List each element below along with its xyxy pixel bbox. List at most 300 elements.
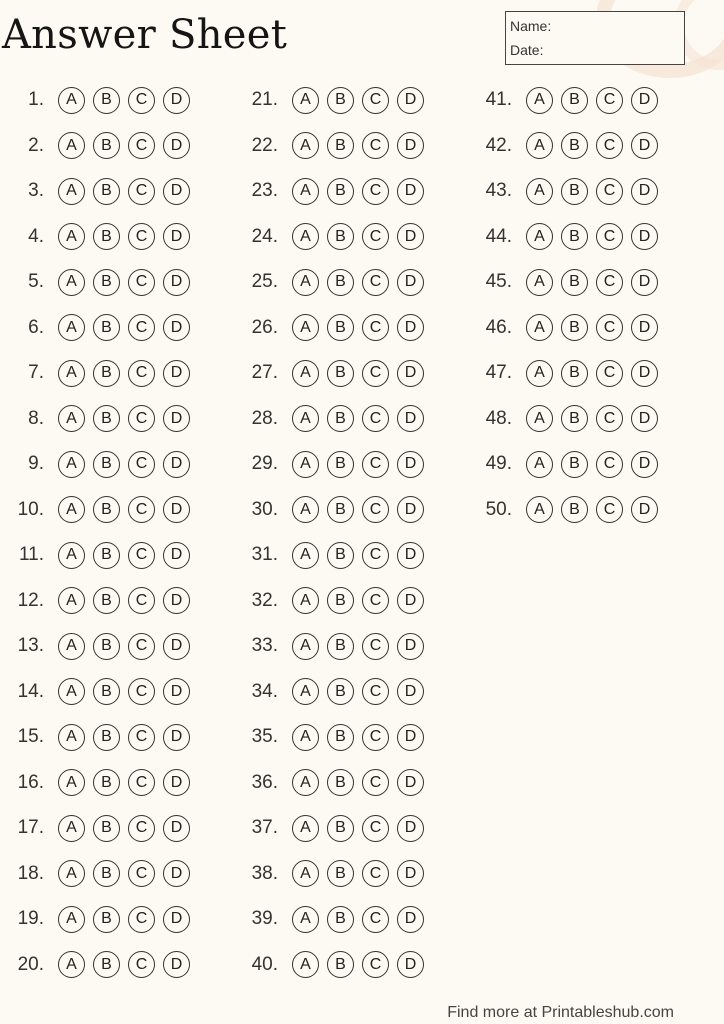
answer-bubble-c[interactable]: C — [128, 496, 155, 523]
answer-bubble-b[interactable]: B — [327, 951, 354, 978]
question-number: 19. — [17, 908, 44, 929]
answer-bubble-b[interactable]: B — [327, 87, 354, 114]
answer-bubble-b[interactable]: B — [93, 906, 120, 933]
answer-bubble-c[interactable]: C — [362, 132, 389, 159]
question-row — [474, 219, 658, 255]
answer-bubble-a[interactable]: A — [58, 951, 85, 978]
answer-bubble-b[interactable]: B — [327, 314, 354, 341]
question-number: 9. — [28, 453, 44, 474]
answer-bubble-a[interactable]: A — [526, 405, 553, 432]
question-row — [240, 446, 424, 482]
question-row — [474, 355, 658, 391]
answer-bubble-b[interactable]: B — [93, 860, 120, 887]
answer-bubble-d[interactable]: D — [397, 678, 424, 705]
answer-bubble-a[interactable]: A — [292, 860, 319, 887]
date-field-label[interactable]: Date: — [510, 42, 544, 58]
answer-bubble-d[interactable]: D — [397, 724, 424, 751]
answer-bubble-c[interactable]: C — [128, 724, 155, 751]
question-number: 45. — [485, 271, 512, 292]
answer-bubble-a[interactable]: A — [292, 542, 319, 569]
question-number: 46. — [485, 316, 512, 338]
question-number: 28. — [251, 407, 278, 429]
answer-bubble-d[interactable]: D — [397, 587, 424, 614]
question-row — [474, 492, 658, 528]
answer-bubble-c[interactable]: C — [596, 314, 623, 341]
answer-bubble-a[interactable]: A — [58, 860, 85, 887]
answer-bubble-c[interactable]: C — [128, 360, 155, 387]
answer-bubble-c[interactable]: C — [362, 678, 389, 705]
answer-bubble-c[interactable]: C — [596, 451, 623, 478]
answer-bubble-b[interactable]: B — [327, 496, 354, 523]
answer-bubble-a[interactable]: A — [292, 678, 319, 705]
question-row — [474, 128, 658, 164]
question-row — [240, 719, 424, 755]
question-number: 42. — [485, 134, 512, 156]
answer-bubble-d[interactable]: D — [397, 178, 424, 205]
question-number: 35. — [251, 726, 278, 747]
question-number: 43. — [485, 180, 512, 201]
answer-bubble-c[interactable]: C — [128, 678, 155, 705]
answer-bubble-d[interactable]: D — [631, 314, 658, 341]
question-number: 2. — [28, 134, 44, 156]
answer-bubble-c[interactable]: C — [128, 587, 155, 614]
answer-bubble-d[interactable]: D — [397, 360, 424, 387]
answer-bubble-c[interactable]: C — [362, 951, 389, 978]
question-row — [6, 765, 190, 801]
answer-bubble-a[interactable]: A — [526, 132, 553, 159]
question-row — [474, 264, 658, 300]
answer-bubble-a[interactable]: A — [292, 633, 319, 660]
answer-bubble-b[interactable]: B — [561, 269, 588, 296]
answer-bubble-a[interactable]: A — [58, 906, 85, 933]
answer-bubble-d[interactable]: D — [631, 178, 658, 205]
answer-bubble-c[interactable]: C — [596, 405, 623, 432]
question-row — [474, 446, 658, 482]
answer-bubble-d[interactable]: D — [397, 451, 424, 478]
answer-bubble-a[interactable]: A — [58, 360, 85, 387]
answer-bubble-d[interactable]: D — [397, 542, 424, 569]
question-row — [240, 82, 424, 118]
answer-bubble-b[interactable]: B — [327, 269, 354, 296]
answer-bubble-b[interactable]: B — [327, 860, 354, 887]
question-row — [6, 446, 190, 482]
answer-bubble-a[interactable]: A — [58, 496, 85, 523]
answer-bubble-b[interactable]: B — [93, 542, 120, 569]
question-number: 34. — [251, 680, 278, 702]
answer-bubble-d[interactable]: D — [397, 269, 424, 296]
answer-bubble-c[interactable]: C — [362, 587, 389, 614]
answer-bubble-a[interactable]: A — [526, 87, 553, 114]
question-number: 39. — [251, 908, 278, 929]
question-number: 20. — [17, 953, 44, 975]
answer-bubble-a[interactable]: A — [58, 815, 85, 842]
question-number: 31. — [251, 544, 278, 565]
answer-bubble-b[interactable]: B — [93, 724, 120, 751]
answer-bubble-b[interactable]: B — [93, 178, 120, 205]
answer-bubble-a[interactable]: A — [292, 87, 319, 114]
answer-bubble-a[interactable]: A — [292, 314, 319, 341]
question-row — [240, 173, 424, 209]
answer-bubble-c[interactable]: C — [128, 906, 155, 933]
question-row — [6, 901, 190, 937]
answer-bubble-b[interactable]: B — [561, 87, 588, 114]
answer-bubble-c[interactable]: C — [362, 451, 389, 478]
answer-bubble-a[interactable]: A — [292, 132, 319, 159]
answer-bubble-a[interactable]: A — [58, 405, 85, 432]
question-number: 47. — [485, 362, 512, 383]
answer-bubble-d[interactable]: D — [397, 815, 424, 842]
answer-bubble-c[interactable]: C — [596, 360, 623, 387]
answer-bubble-a[interactable]: A — [58, 542, 85, 569]
answer-bubble-c[interactable]: C — [362, 633, 389, 660]
answer-bubble-d[interactable]: D — [163, 269, 190, 296]
answer-bubble-b[interactable]: B — [561, 223, 588, 250]
answer-bubble-c[interactable]: C — [362, 314, 389, 341]
answer-bubble-b[interactable]: B — [327, 178, 354, 205]
answer-bubble-b[interactable]: B — [93, 951, 120, 978]
answer-bubble-d[interactable]: D — [631, 496, 658, 523]
answer-bubble-c[interactable]: C — [362, 360, 389, 387]
answer-bubble-b[interactable]: B — [327, 906, 354, 933]
answer-bubble-d[interactable]: D — [397, 769, 424, 796]
question-number: 16. — [17, 771, 44, 793]
question-number: 13. — [17, 635, 44, 656]
answer-bubble-c[interactable]: C — [128, 178, 155, 205]
answer-bubble-a[interactable]: A — [58, 587, 85, 614]
answer-bubble-b[interactable]: B — [327, 451, 354, 478]
answer-bubble-b[interactable]: B — [327, 769, 354, 796]
answer-bubble-b[interactable]: B — [327, 633, 354, 660]
answer-bubble-b[interactable]: B — [561, 314, 588, 341]
question-number: 22. — [251, 134, 278, 156]
question-row — [6, 628, 190, 664]
question-row — [240, 901, 424, 937]
question-number: 8. — [28, 407, 44, 429]
answer-bubble-b[interactable]: B — [93, 633, 120, 660]
answer-bubble-c[interactable]: C — [362, 223, 389, 250]
answer-bubble-a[interactable]: A — [526, 178, 553, 205]
question-number: 37. — [251, 817, 278, 838]
question-number: 32. — [251, 589, 278, 611]
answer-bubble-a[interactable]: A — [292, 269, 319, 296]
answer-bubble-a[interactable]: A — [58, 678, 85, 705]
answer-bubble-a[interactable]: A — [292, 951, 319, 978]
answer-bubble-c[interactable]: C — [128, 451, 155, 478]
question-number: 17. — [17, 817, 44, 838]
answer-bubble-d[interactable]: D — [397, 132, 424, 159]
answer-bubble-c[interactable]: C — [362, 860, 389, 887]
answer-bubble-d[interactable]: D — [631, 87, 658, 114]
question-row — [474, 310, 658, 346]
answer-bubble-d[interactable]: D — [397, 906, 424, 933]
answer-bubble-d[interactable]: D — [631, 451, 658, 478]
answer-bubble-b[interactable]: B — [93, 314, 120, 341]
question-number: 11. — [18, 544, 44, 565]
answer-bubble-b[interactable]: B — [93, 451, 120, 478]
question-row — [240, 674, 424, 710]
answer-bubble-b[interactable]: B — [93, 496, 120, 523]
answer-bubble-c[interactable]: C — [128, 132, 155, 159]
question-row — [240, 128, 424, 164]
question-row — [6, 173, 190, 209]
question-row — [6, 810, 190, 846]
answer-bubble-b[interactable]: B — [93, 87, 120, 114]
answer-bubble-a[interactable]: A — [526, 269, 553, 296]
answer-bubble-a[interactable]: A — [292, 724, 319, 751]
answer-bubble-c[interactable]: C — [128, 269, 155, 296]
question-number: 40. — [251, 953, 278, 975]
answer-bubble-d[interactable]: D — [163, 951, 190, 978]
answer-bubble-b[interactable]: B — [561, 451, 588, 478]
answer-bubble-d[interactable]: D — [163, 405, 190, 432]
question-number: 33. — [251, 635, 278, 656]
question-number: 5. — [28, 271, 44, 292]
answer-bubble-a[interactable]: A — [58, 269, 85, 296]
student-info-box[interactable] — [505, 11, 685, 65]
answer-bubble-c[interactable]: C — [128, 223, 155, 250]
answer-bubble-d[interactable]: D — [163, 132, 190, 159]
question-number: 3. — [28, 180, 44, 201]
question-number: 48. — [485, 407, 512, 429]
question-number: 12. — [17, 589, 44, 611]
question-row — [240, 355, 424, 391]
answer-bubble-a[interactable]: A — [292, 405, 319, 432]
question-row — [240, 537, 424, 573]
answer-bubble-d[interactable]: D — [163, 815, 190, 842]
answer-bubble-c[interactable]: C — [596, 496, 623, 523]
answer-bubble-c[interactable]: C — [128, 769, 155, 796]
question-number: 24. — [251, 225, 278, 247]
question-number: 38. — [251, 862, 278, 884]
question-number: 29. — [251, 453, 278, 474]
answer-bubble-a[interactable]: A — [292, 496, 319, 523]
question-row — [240, 492, 424, 528]
question-number: 36. — [251, 771, 278, 793]
answer-bubble-a[interactable]: A — [292, 587, 319, 614]
answer-bubble-b[interactable]: B — [93, 769, 120, 796]
question-number: 49. — [485, 453, 512, 474]
name-field-label[interactable]: Name: — [510, 18, 552, 34]
question-row — [6, 128, 190, 164]
question-number: 30. — [251, 498, 278, 520]
answer-bubble-a[interactable]: A — [58, 132, 85, 159]
answer-bubble-d[interactable]: D — [631, 360, 658, 387]
question-row — [240, 264, 424, 300]
answer-bubble-a[interactable]: A — [292, 769, 319, 796]
answer-bubble-a[interactable]: A — [58, 87, 85, 114]
answer-bubble-d[interactable]: D — [163, 360, 190, 387]
answer-bubble-d[interactable]: D — [397, 633, 424, 660]
answer-bubble-a[interactable]: A — [526, 360, 553, 387]
answer-bubble-c[interactable]: C — [362, 87, 389, 114]
answer-bubble-d[interactable]: D — [397, 496, 424, 523]
question-number: 26. — [251, 316, 278, 338]
question-row — [6, 264, 190, 300]
answer-bubble-d[interactable]: D — [397, 223, 424, 250]
answer-bubble-c[interactable]: C — [362, 269, 389, 296]
answer-bubble-d[interactable]: D — [163, 633, 190, 660]
answer-bubble-a[interactable]: A — [526, 314, 553, 341]
question-number: 23. — [251, 180, 278, 201]
question-number: 25. — [251, 271, 278, 292]
answer-bubble-b[interactable]: B — [93, 405, 120, 432]
question-number: 6. — [28, 316, 44, 338]
answer-bubble-b[interactable]: B — [93, 587, 120, 614]
answer-bubble-a[interactable]: A — [58, 451, 85, 478]
answer-bubble-c[interactable]: C — [362, 906, 389, 933]
answer-bubble-d[interactable]: D — [397, 860, 424, 887]
answer-bubble-b[interactable]: B — [93, 269, 120, 296]
question-row — [6, 492, 190, 528]
answer-bubble-c[interactable]: C — [128, 633, 155, 660]
answer-bubble-b[interactable]: B — [327, 815, 354, 842]
question-number: 44. — [485, 225, 512, 247]
answer-bubble-b[interactable]: B — [327, 360, 354, 387]
answer-bubble-a[interactable]: A — [58, 178, 85, 205]
answer-bubble-c[interactable]: C — [128, 542, 155, 569]
question-row — [6, 310, 190, 346]
answer-bubble-c[interactable]: C — [362, 542, 389, 569]
answer-bubble-d[interactable]: D — [163, 769, 190, 796]
answer-bubble-a[interactable]: A — [292, 223, 319, 250]
answer-bubble-a[interactable]: A — [58, 769, 85, 796]
answer-bubble-d[interactable]: D — [631, 223, 658, 250]
question-row — [6, 219, 190, 255]
answer-bubble-b[interactable]: B — [561, 360, 588, 387]
answer-bubble-a[interactable]: A — [292, 815, 319, 842]
answer-bubble-a[interactable]: A — [292, 906, 319, 933]
answer-bubble-b[interactable]: B — [561, 496, 588, 523]
answer-bubble-a[interactable]: A — [58, 223, 85, 250]
answer-bubble-b[interactable]: B — [327, 587, 354, 614]
answer-bubble-a[interactable]: A — [526, 451, 553, 478]
question-row — [6, 856, 190, 892]
answer-bubble-d[interactable]: D — [397, 951, 424, 978]
answer-bubble-c[interactable]: C — [596, 178, 623, 205]
answer-bubble-c[interactable]: C — [362, 405, 389, 432]
question-row — [474, 173, 658, 209]
answer-bubble-c[interactable]: C — [596, 132, 623, 159]
question-row — [6, 537, 190, 573]
answer-bubble-d[interactable]: D — [163, 724, 190, 751]
page-title: Answer Sheet — [2, 12, 288, 58]
answer-bubble-d[interactable]: D — [397, 87, 424, 114]
answer-bubble-d[interactable]: D — [163, 87, 190, 114]
answer-bubble-a[interactable]: A — [526, 223, 553, 250]
question-row — [240, 947, 424, 983]
answer-bubble-b[interactable]: B — [327, 542, 354, 569]
question-number: 18. — [17, 862, 44, 884]
question-row — [240, 628, 424, 664]
answer-bubble-a[interactable]: A — [292, 360, 319, 387]
answer-bubble-c[interactable]: C — [128, 951, 155, 978]
answer-bubble-a[interactable]: A — [58, 633, 85, 660]
answer-bubble-c[interactable]: C — [362, 815, 389, 842]
answer-bubble-b[interactable]: B — [93, 132, 120, 159]
question-row — [6, 355, 190, 391]
answer-bubble-b[interactable]: B — [561, 178, 588, 205]
question-row — [6, 583, 190, 619]
answer-bubble-a[interactable]: A — [58, 724, 85, 751]
answer-bubble-c[interactable]: C — [362, 724, 389, 751]
answer-bubble-a[interactable]: A — [292, 451, 319, 478]
question-number: 7. — [28, 362, 44, 383]
question-row — [6, 947, 190, 983]
question-number: 1. — [28, 89, 44, 110]
question-number: 14. — [17, 680, 44, 702]
answer-bubble-c[interactable]: C — [362, 769, 389, 796]
question-row — [474, 401, 658, 437]
answer-bubble-d[interactable]: D — [631, 269, 658, 296]
question-number: 21. — [251, 89, 278, 110]
answer-bubble-b[interactable]: B — [327, 132, 354, 159]
answer-bubble-b[interactable]: B — [327, 223, 354, 250]
question-row — [474, 82, 658, 118]
answer-bubble-b[interactable]: B — [561, 132, 588, 159]
answer-bubble-c[interactable]: C — [128, 87, 155, 114]
question-number: 41. — [485, 89, 512, 110]
question-number: 10. — [17, 498, 44, 520]
question-number: 4. — [28, 225, 44, 247]
answer-bubble-c[interactable]: C — [128, 815, 155, 842]
answer-bubble-d[interactable]: D — [163, 178, 190, 205]
question-row — [6, 401, 190, 437]
answer-bubble-b[interactable]: B — [93, 815, 120, 842]
question-number: 27. — [251, 362, 278, 383]
answer-bubble-a[interactable]: A — [526, 496, 553, 523]
answer-bubble-d[interactable]: D — [163, 678, 190, 705]
answer-bubble-d[interactable]: D — [163, 587, 190, 614]
question-number: 15. — [17, 726, 44, 747]
answer-bubble-d[interactable]: D — [163, 860, 190, 887]
answer-bubble-b[interactable]: B — [327, 678, 354, 705]
answer-bubble-c[interactable]: C — [128, 314, 155, 341]
answer-bubble-d[interactable]: D — [163, 451, 190, 478]
question-row — [240, 401, 424, 437]
answer-bubble-d[interactable]: D — [163, 223, 190, 250]
answer-bubble-d[interactable]: D — [163, 496, 190, 523]
answer-bubble-c[interactable]: C — [596, 87, 623, 114]
answer-bubble-b[interactable]: B — [561, 405, 588, 432]
answer-bubble-b[interactable]: B — [327, 405, 354, 432]
question-row — [240, 765, 424, 801]
question-row — [6, 82, 190, 118]
footer-credit: Find more at Printableshub.com — [447, 1004, 674, 1021]
question-number: 50. — [485, 498, 512, 520]
answer-bubble-a[interactable]: A — [292, 178, 319, 205]
answer-bubble-d[interactable]: D — [631, 405, 658, 432]
answer-bubble-a[interactable]: A — [58, 314, 85, 341]
answer-bubble-b[interactable]: B — [327, 724, 354, 751]
answer-bubble-d[interactable]: D — [631, 132, 658, 159]
answer-bubble-b[interactable]: B — [93, 678, 120, 705]
answer-bubble-c[interactable]: C — [362, 178, 389, 205]
answer-bubble-b[interactable]: B — [93, 223, 120, 250]
answer-bubble-b[interactable]: B — [93, 360, 120, 387]
question-row — [240, 810, 424, 846]
answer-bubble-d[interactable]: D — [397, 314, 424, 341]
answer-bubble-d[interactable]: D — [163, 542, 190, 569]
question-row — [240, 856, 424, 892]
answer-bubble-d[interactable]: D — [163, 906, 190, 933]
answer-bubble-c[interactable]: C — [596, 223, 623, 250]
answer-bubble-d[interactable]: D — [163, 314, 190, 341]
answer-bubble-d[interactable]: D — [397, 405, 424, 432]
answer-bubble-c[interactable]: C — [128, 860, 155, 887]
answer-bubble-c[interactable]: C — [128, 405, 155, 432]
answer-bubble-c[interactable]: C — [362, 496, 389, 523]
answer-bubble-c[interactable]: C — [596, 269, 623, 296]
